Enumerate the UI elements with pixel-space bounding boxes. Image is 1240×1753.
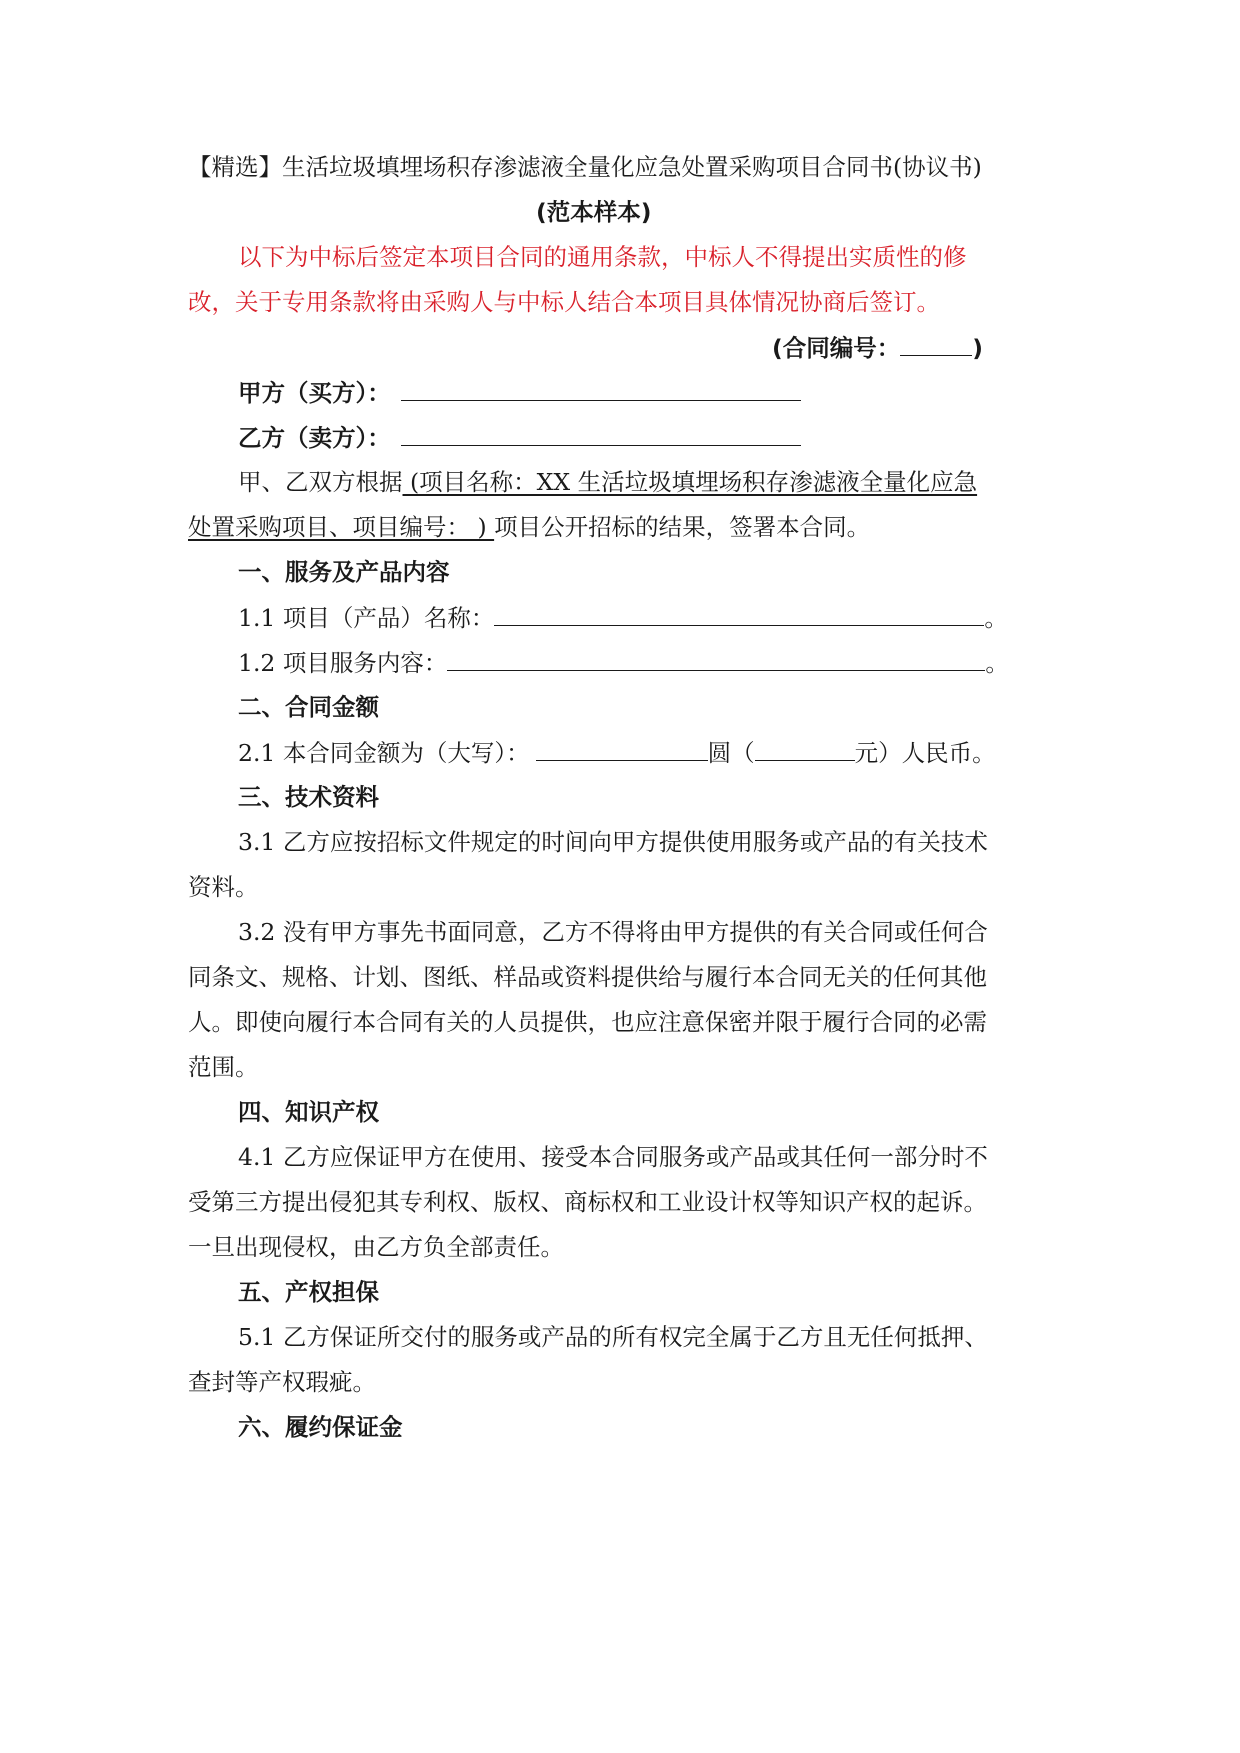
item-1-2 xyxy=(238,644,1009,680)
section-5-heading: 五、产权担保 xyxy=(238,1278,379,1306)
project-number-underlined: 处置采购项目、项目编号： ) xyxy=(188,513,495,541)
amount-yuan-label: 圆（ xyxy=(707,739,755,767)
project-name-underlined: (项目名称：XX 生活垃圾填埋场积存渗滤液全量化应急 xyxy=(402,468,978,496)
party-b-label: 乙方（卖方）： xyxy=(238,424,391,452)
party-a-label: 甲方（买方）： xyxy=(238,379,391,407)
section-1-heading: 一、服务及产品内容 xyxy=(238,558,450,586)
section-2-heading: 二、合同金额 xyxy=(238,693,379,721)
item-5-1-line-1: 5.1 乙方保证所交付的服务或产品的所有权完全属于乙方且无任何抵押、 xyxy=(238,1323,988,1351)
party-a-row xyxy=(238,374,801,410)
contract-number-blank xyxy=(900,329,972,356)
amount-end: 元）人民币。 xyxy=(854,739,996,767)
notice-line-2: 改，关于专用条款将由采购人与中标人结合本项目具体情况协商后签订。 xyxy=(188,288,940,316)
item-4-1-line-2: 受第三方提出侵犯其专利权、版权、商标权和工业设计权等知识产权的起诉。 xyxy=(188,1188,987,1216)
item-3-2-line-1: 3.2 没有甲方事先书面同意，乙方不得将由甲方提供的有关合同或任何合 xyxy=(238,918,988,946)
document-title: 【精选】生活垃圾填埋场积存渗滤液全量化应急处置采购项目合同书(协议书) xyxy=(188,153,982,181)
basis-line-1 xyxy=(238,464,977,500)
basis-end: 项目公开招标的结果，签署本合同。 xyxy=(494,513,871,541)
basis-intro: 甲、乙双方根据 xyxy=(238,468,403,496)
item-1-1-label: 1.1 项目（产品）名称： xyxy=(238,604,495,632)
party-b-blank xyxy=(401,419,801,446)
item-3-1-line-2: 资料。 xyxy=(188,873,259,901)
item-3-2-line-2: 同条文、规格、计划、图纸、样品或资料提供给与履行本合同无关的任何其他 xyxy=(188,963,987,991)
party-a-blank xyxy=(401,374,801,401)
item-1-2-label: 1.2 项目服务内容： xyxy=(238,649,448,677)
item-1-1-period: 。 xyxy=(984,604,1008,632)
item-1-1 xyxy=(238,599,1008,635)
item-3-1-line-1: 3.1 乙方应按招标文件规定的时间向甲方提供使用服务或产品的有关技术 xyxy=(238,828,988,856)
item-1-2-period: 。 xyxy=(985,649,1009,677)
item-2-1-label: 2.1 本合同金额为（大写）： xyxy=(238,739,530,767)
basis-line-2 xyxy=(188,509,870,545)
item-4-1-line-3: 一旦出现侵权，由乙方负全部责任。 xyxy=(188,1233,564,1261)
section-6-heading: 六、履约保证金 xyxy=(238,1413,403,1441)
item-2-1 xyxy=(238,734,996,770)
item-1-1-blank xyxy=(494,599,984,626)
amount-words-blank xyxy=(536,734,708,761)
item-3-2-line-3: 人。即使向履行本合同有关的人员提供，也应注意保密并限于履行合同的必需 xyxy=(188,1008,987,1036)
item-5-1-line-2: 查封等产权瑕疵。 xyxy=(188,1368,376,1396)
notice-line-1: 以下为中标后签定本项目合同的通用条款，中标人不得提出实质性的修 xyxy=(238,243,967,271)
item-3-2-line-4: 范围。 xyxy=(188,1053,259,1081)
amount-figure-blank xyxy=(755,734,855,761)
item-1-2-blank xyxy=(447,644,985,671)
section-4-heading: 四、知识产权 xyxy=(238,1098,379,1126)
document-subtitle: (范本样本) xyxy=(536,198,652,226)
contract-number-close: ) xyxy=(972,334,983,362)
party-b-row xyxy=(238,419,801,455)
item-4-1-line-1: 4.1 乙方应保证甲方在使用、接受本合同服务或产品或其任何一部分时不 xyxy=(238,1143,988,1171)
contract-number-label: (合同编号： xyxy=(772,334,901,362)
section-3-heading: 三、技术资料 xyxy=(238,783,379,811)
contract-number xyxy=(772,329,983,365)
